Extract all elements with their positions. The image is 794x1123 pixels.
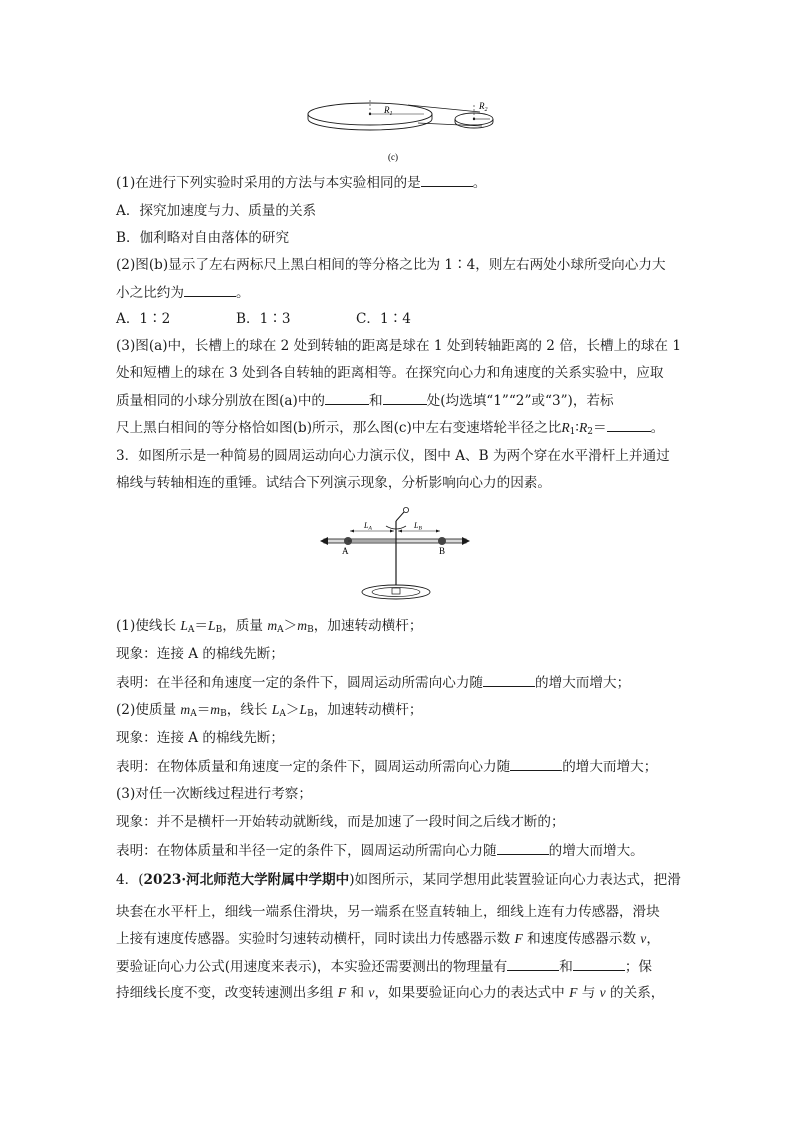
answer-blank[interactable] [421,173,473,187]
q2-part2-options [116,310,686,328]
fig-b-label: B [439,546,446,556]
q2-part1: (1)在进行下列实验时采用的方法与本实验相同的是 。 [116,175,487,191]
q3-stem-line1: 3．如图所示是一种简易的圆周运动向心力演示仪，图中 A、B 为两个穿在水平滑杆上并通过 [116,448,670,464]
q4-line3: 上接有速度传感器。实验时匀速转动横杆，同时读出力传感器示数 F 和速度传感器示数 v， [116,931,660,947]
q2-part3-line2: 处和短槽上的球在 3 处到各自转轴的距离相等。在探究向心力和角速度的关系实验中，应取 [116,365,664,381]
answer-blank[interactable] [483,673,535,687]
q4-line2: 块套在水平杆上，细线一端系住滑块，另一端系在竖直转轴上，细线上连有力传感器，滑块 [116,904,660,920]
q4-source: 2023·河北师范大学附属中学期中 [143,872,350,888]
answer-blank[interactable] [573,957,625,971]
q4-line4: 要验证向心力公式(用速度来表示)，本实验还需要测出的物理量有 和 ；保 [116,959,653,975]
q2-part2-line2: 小之比约为 。 [116,285,250,301]
q3-case1-conclusion: 表明：在半径和角速度一定的条件下，圆周运动所需向心力随 的增大而增大； [116,675,631,691]
answer-blank[interactable] [607,418,651,432]
fig-la-label: LA [364,521,372,532]
q3-case2-conclusion: 表明：在物体质量和角速度一定的条件下，圆周运动所需向心力随 的增大而增大； [116,759,658,775]
q4-line5: 持细线长度不变，改变转速测出多组 F 和 v，如果要验证向心力的表达式中 F 与 v 的关系， [116,985,665,1001]
answer-blank[interactable] [383,391,427,405]
q3-case1-phenomenon: 现象：连接 A 的棉线先断； [116,646,284,662]
q3-case3-phenomenon: 现象：并不是横杆一开始转动就断线，而是加速了一段时间之后线才断的； [116,814,565,830]
answer-blank[interactable] [325,391,369,405]
q2-part3-line1: (3)图(a)中，长槽上的球在 2 处到转轴的距离是球在 1 处到转轴距离的 2 倍，长槽上的球在 1 [116,338,681,354]
figure-demonstrator [320,506,470,602]
q3-case2-phenomenon: 现象：连接 A 的棉线先断； [116,730,284,746]
q3-case3-conclusion: 表明：在物体质量和半径一定的条件下，圆周运动所需向心力随 的增大而增大。 [116,843,644,859]
q2-option-b: B．伽利略对自由落体的研究 [116,230,290,246]
figure-c-r1-label: $R_1$ [384,105,393,117]
fig-a-label: A [342,546,349,556]
answer-blank[interactable] [184,283,236,297]
figure-c-pulleys [300,92,500,164]
q3-case1: (1)使线长 $L_A=L_B$，质量 $m_A>m_B$，加速转动横杆； [116,618,423,635]
figure-c-caption: (c) [388,152,398,162]
option-a: A．1∶2 [116,311,171,327]
option-c: C．1∶4 [356,311,411,327]
q3-case2: (2)使质量 $m_A=m_B$，线长 $L_A>L_B$，加速转动横杆； [116,702,423,719]
q2-part3-line3: 质量相同的小球分别放在图(a)中的 和 处(均选填“1”“2”或“3”)，若标 [116,393,614,409]
answer-blank[interactable] [507,957,559,971]
q3-stem-line2: 棉线与转轴相连的重锤。试结合下列演示现象，分析影响向心力的因素。 [116,475,551,491]
fig-lb-label: LB [414,521,422,532]
q4-line1: 4．(2023·河北师范大学附属中学期中)如图所示，某同学想用此装置验证向心力表达式，把滑 [116,872,681,888]
q2-part2-line1: (2)图(b)显示了左右两标尺上黑白相间的等分格之比为 1∶4，则左右两处小球所受向心力大 [116,257,666,273]
q3-case3: (3)对任一次断线过程进行考察； [116,786,312,802]
answer-blank[interactable] [510,757,562,771]
q2-option-a: A．探究加速度与力、质量的关系 [116,203,317,219]
option-b: B．1∶3 [236,311,291,327]
q2-part3-line4: 尺上黑白相间的等分格恰如图(b)所示，那么图(c)中左右变速塔轮半径之比$R_1∶R_2=$ 。 [116,420,665,437]
figure-c-r2-label: $R_2$ [479,101,488,113]
answer-blank[interactable] [497,841,549,855]
